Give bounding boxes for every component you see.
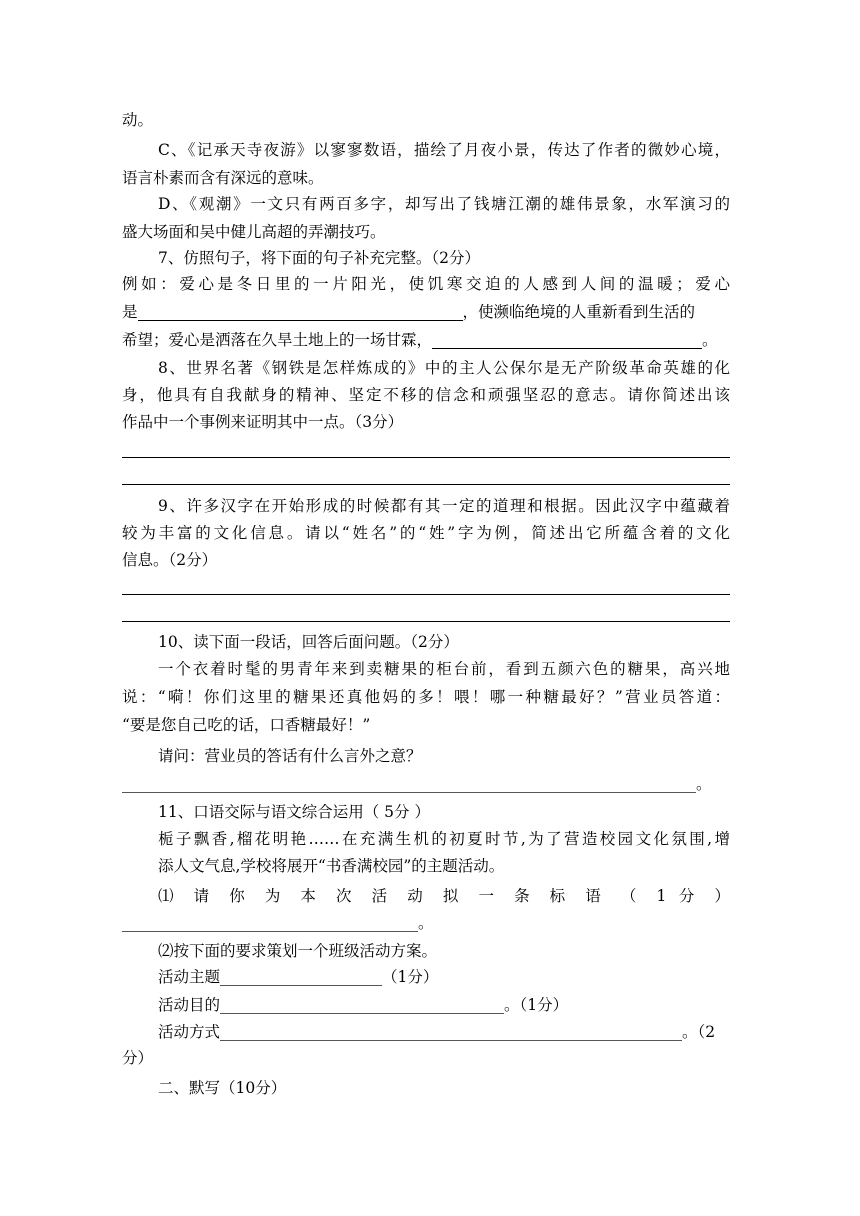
question-7-end: 。 [702, 331, 718, 349]
activity-method-row [158, 1018, 730, 1046]
answer-blank[interactable] [432, 330, 702, 349]
activity-method-label: 活动方式 [158, 1023, 221, 1041]
activity-theme-label: 活动主题 [158, 968, 221, 986]
question-11-sub-2: ⑵按下面的要求策划一个班级活动方案。 [158, 942, 438, 960]
question-7-text: 希望；爱心是洒落在久旱土地上的一场甘霖， [122, 331, 433, 349]
activity-method-blank[interactable] [220, 1022, 682, 1041]
question-7-line-3 [122, 326, 730, 354]
question-10-end: 。 [696, 775, 712, 793]
question-9-line-2: 较为丰富的文化信息。请以“姓名”的“姓”字为例，简述出它所蕴含着的文化 [122, 524, 730, 542]
question-11-sub-1-end: 。 [418, 914, 434, 932]
question-7-text: 是 [122, 303, 138, 321]
option-d-line-1: D、《观潮》一文只有两百多字，却写出了钱塘江潮的雄伟景象，水军演习的 [158, 195, 730, 213]
question-10-answer-line [122, 770, 730, 798]
slogan-blank[interactable] [122, 913, 418, 932]
activity-goal-blank[interactable] [220, 995, 504, 1014]
answer-line[interactable] [122, 457, 730, 458]
answer-line[interactable] [122, 484, 730, 485]
question-10-title: 10、读下面一段话，回答后面问题。（2分） [158, 633, 459, 651]
question-8-line-3: 作品中一个事例来证明其中一点。（3分） [122, 413, 404, 431]
question-10-passage-1: 一个衣着时髦的男青年来到卖糖果的柜台前，看到五颜六色的糖果，高兴地 [158, 660, 730, 678]
activity-goal-row [158, 991, 730, 1019]
question-7-example: 例如：爱心是冬日里的一片阳光，使饥寒交迫的人感到人间的温暖；爱心 [122, 275, 730, 293]
question-9-line-3: 信息。（2分） [122, 551, 218, 569]
question-11-title: 11、口语交际与语文综合运用（ 5分 ） [158, 803, 430, 821]
question-7-title: 7、仿照句子，将下面的句子补充完整。（2分） [158, 249, 480, 267]
question-10-passage-3: “要是您自己吃的话，口香糖最好！” [122, 716, 371, 734]
answer-blank[interactable] [138, 302, 463, 321]
answer-line[interactable] [122, 621, 730, 622]
question-10-ask: 请问：营业员的答话有什么言外之意？ [158, 747, 422, 765]
answer-line[interactable] [122, 594, 730, 595]
text-line: 动。 [122, 111, 154, 129]
question-11-sub-1: ⑴ 请 你 为 本 次 活 动 拟 一 条 标 语 （ 1 分 ） [158, 887, 730, 905]
activity-goal-score: 。（1分） [504, 996, 569, 1014]
activity-goal-label: 活动目的 [158, 996, 221, 1014]
section-2-title: 二、默写（10分） [158, 1079, 287, 1097]
option-c-line-1: C、《记承天寺夜游》以寥寥数语，描绘了月夜小景，传达了作者的微妙心境， [158, 141, 730, 159]
question-9-line-1: 9、许多汉字在开始形成的时候都有其一定的道理和根据。因此汉字中蕴藏着 [158, 497, 730, 515]
question-10-passage-2: 说：“嗬！你们这里的糖果还真他妈的多！喂！哪一种糖最好？”营业员答道： [122, 688, 730, 706]
question-8-line-2: 身，他具有自我献身的精神、坚定不移的信念和顽强坚忍的意志。请你简述出该 [122, 386, 730, 404]
question-7-line-2 [122, 298, 730, 326]
option-d-line-2: 盛大场面和吴中健儿高超的弄潮技巧。 [122, 223, 386, 241]
activity-method-score: 。（2 [682, 1023, 716, 1041]
activity-theme-blank[interactable] [220, 967, 382, 986]
activity-theme-score: （1分） [382, 968, 439, 986]
option-c-line-2: 语言朴素而含有深远的意味。 [122, 169, 324, 187]
answer-blank[interactable] [122, 774, 696, 793]
question-7-text: ，使濒临绝境的人重新看到生活的 [462, 303, 696, 321]
question-11-passage-2: 添人文气息,学校将展开“书香满校园”的主题活动。 [158, 857, 505, 875]
question-8-line-1: 8、世界名著《钢铁是怎样炼成的》中的主人公保尔是无产阶级革命英雄的化 [158, 359, 730, 377]
question-11-sub-1-answer [122, 909, 730, 937]
question-11-passage-1: 栀子飘香,榴花明艳……在充满生机的初夏时节,为了营造校园文化氛围,增 [158, 830, 730, 848]
activity-method-score-tail: 分） [122, 1049, 154, 1067]
activity-theme-row [158, 963, 730, 991]
